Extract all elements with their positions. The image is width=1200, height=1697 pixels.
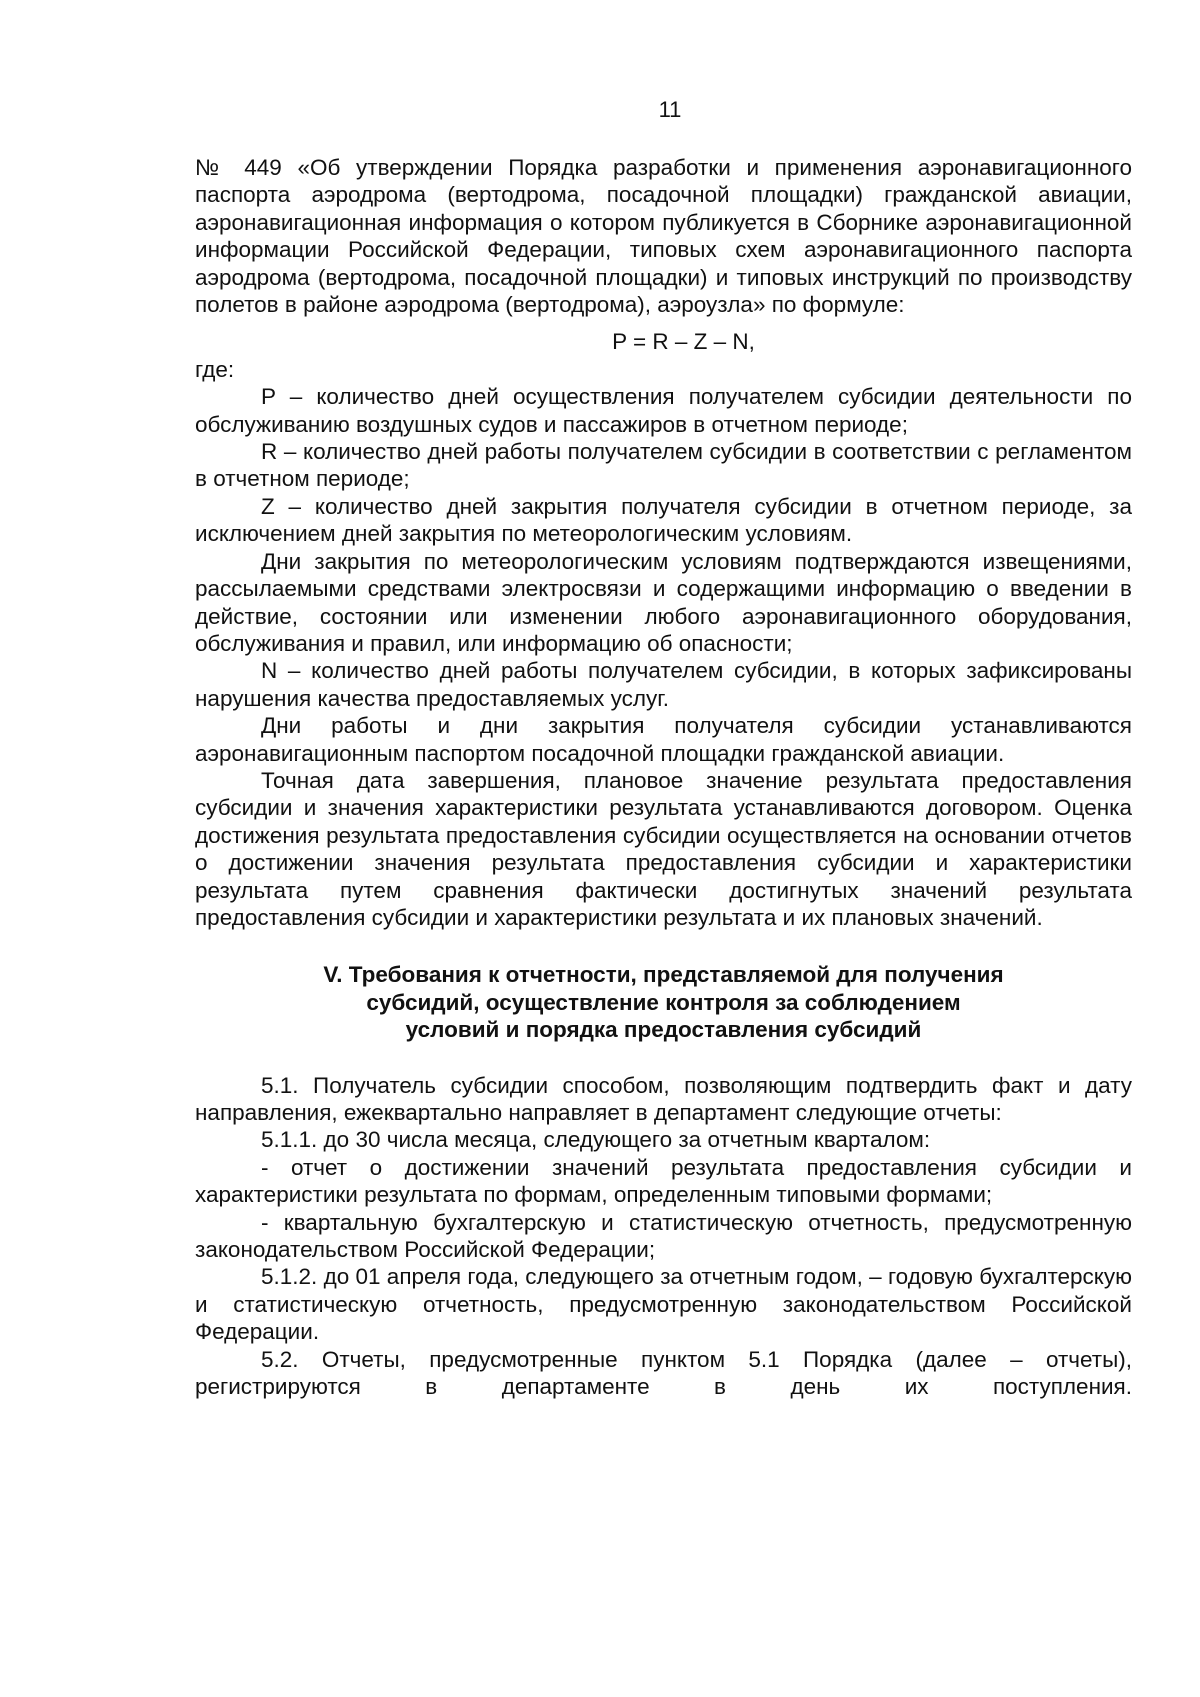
definition-r: R – количество дней работы получателем субсидии в соответствии с регламентом в отчетном периоде; — [195, 439, 1132, 492]
page-number: 11 — [658, 97, 682, 122]
clause-5-2: 5.2. Отчеты, предусмотренные пунктом 5.1 Порядка (далее – отчеты), регистрируются в департаменте в день их поступления. — [195, 1346, 1132, 1400]
document-body — [195, 154, 1132, 1400]
clause-5-1: 5.1. Получатель субсидии способом, позволяющим подтвердить факт и дату направления, ежеквартально направляет в департамент следующие отчеты: — [195, 1072, 1132, 1125]
definition-p: P – количество дней осуществления получателем субсидии деятельности по обслуживанию воздушных судов и пассажиров в отчетном периоде; — [195, 384, 1132, 437]
formula: P = R – Z – N, — [612, 329, 755, 355]
clause-5-1-2: 5.1.2. до 01 апреля года, следующего за отчетным годом, – годовую бухгалтерскую и статистическую отчетность, предусмотренную законодательством Российской Федерации. — [195, 1264, 1132, 1345]
intro-paragraph: № 449 «Об утверждении Порядка разработки и применения аэронавигационного паспорта аэродрома (вертодрома, посадочной площадки) гражданской авиации, аэронавигационная информация о котором публикуется в Сборнике аэронавигационной информации Российской Федерации, типовых схем аэронавигационного паспорта аэродрома (вертодрома, посадочной площадки) и типовых инструкций по производству полетов в районе аэродрома (вертодрома), аэроузла» по формуле: — [195, 155, 1132, 318]
weather-closure-paragraph: Дни закрытия по метеорологическим условиям подтверждаются извещениями, рассылаемыми средствами электросвязи и содержащими информацию о введении в действие, состоянии или изменении любого аэронавигационного оборудования, обслуживания и правил, или информацию об опасности; — [195, 548, 1132, 656]
section-heading-line: V. Требования к отчетности, представляемой для получения — [323, 962, 1004, 988]
section-heading-line: субсидий, осуществление контроля за соблюдением — [366, 989, 961, 1015]
clause-5-1-1-item-report: - отчет о достижении значений результата предоставления субсидии и характеристики результата по формам, определенным типовыми формами; — [195, 1154, 1132, 1208]
section-heading-line: условий и порядка предоставления субсидий — [405, 1017, 922, 1043]
working-days-paragraph: Дни работы и дни закрытия получателя субсидии устанавливаются аэронавигационным паспортом посадочной площадки гражданской авиации. — [195, 713, 1132, 766]
result-evaluation-paragraph: Точная дата завершения, плановое значение результата предоставления субсидии и значения характеристики результата устанавливаются договором. Оценка достижения результата предоставления субсидии осуществляется на основании отчетов о достижении значения результата предоставления субсидии и характеристики результата путем сравнения фактически достигнутых значений результата предоставления субсидии и характеристики результата и их плановых значений. — [195, 767, 1132, 930]
section-heading — [195, 961, 1132, 1043]
definition-n: N – количество дней работы получателем субсидии, в которых зафиксированы нарушения качества предоставляемых услуг. — [195, 658, 1132, 711]
clause-5-1-1: 5.1.1. до 30 числа месяца, следующего за отчетным кварталом: — [261, 1127, 931, 1153]
clause-5-1-1-item-quarterly: - квартальную бухгалтерскую и статистическую отчетность, предусмотренную законодательством Российской Федерации; — [195, 1209, 1132, 1263]
where-label: где: — [195, 356, 235, 382]
definition-z: Z – количество дней закрытия получателя субсидии в отчетном периоде, за исключением дней закрытия по метеорологическим условиям. — [195, 493, 1132, 547]
